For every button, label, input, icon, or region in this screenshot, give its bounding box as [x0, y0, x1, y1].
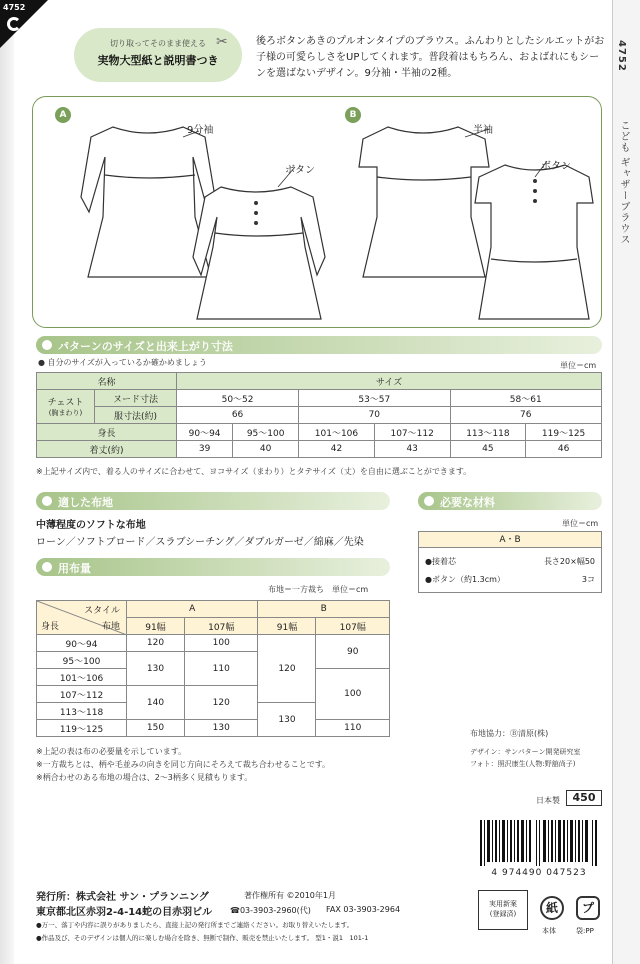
- table-cell: 130: [184, 720, 258, 737]
- publisher-tel: ☎03-3903-2960(代): [230, 906, 311, 915]
- size-name-header: 名称: [37, 373, 177, 390]
- table-cell: 45: [450, 441, 526, 458]
- table-cell: 130: [127, 652, 185, 686]
- table-cell: 90〜94: [37, 635, 127, 652]
- table-cell: 100: [184, 635, 258, 652]
- footer-note-1: ●万一、落丁や内容に誤りがありましたら、直接上記の発行所までご連絡ください。お取り替えいたします。: [36, 921, 354, 929]
- label-b-icon: B: [345, 107, 361, 123]
- blouse-a-back: [193, 187, 325, 319]
- width-header: 107幅: [316, 618, 390, 635]
- height-header: 身長: [37, 424, 177, 441]
- button-mark: [254, 211, 258, 215]
- table-cell: 119〜125: [37, 720, 127, 737]
- table-cell: 107〜112: [37, 686, 127, 703]
- credit-fabric: 布地協力：Ⓑ清原(株): [470, 729, 549, 738]
- fabric-header-text: 適した布地: [58, 496, 113, 509]
- yardage-note-2: ※一方裁ちとは、柄や毛並みの向きを同じ方向にそろえて裁ち合わせることです。: [36, 760, 331, 769]
- table-cell: 53〜57: [299, 390, 450, 407]
- button-mark: [533, 199, 537, 203]
- button-mark: [254, 221, 258, 225]
- table-cell: 70: [299, 407, 450, 424]
- width-header: 91幅: [258, 618, 316, 635]
- materials-section-header: [418, 492, 602, 510]
- fabric-list: ローン／ソフトブロード／スラブシーチング／ダブルガーゼ／綿麻／先染: [36, 537, 364, 548]
- material-value-1: 長さ20×幅50: [543, 557, 595, 566]
- materials-box: [418, 531, 602, 593]
- height-label: 身長: [41, 622, 60, 632]
- button-mark: [533, 179, 537, 183]
- yardage-note-1: ※上記の表は布の必要量を示しています。: [36, 747, 187, 756]
- yardage-note: 布地＝一方裁ち 単位＝cm: [268, 585, 369, 594]
- length-header: 着丈(約): [37, 441, 177, 458]
- table-cell: 120: [258, 635, 316, 703]
- plastic-recycle-label: 袋:PP: [576, 927, 594, 935]
- blouse-b-back: [475, 165, 593, 319]
- table-cell: 119〜125: [526, 424, 602, 441]
- table-cell: 90: [316, 635, 390, 669]
- badge-small-text: 切り取ってそのまま使える: [110, 39, 206, 48]
- materials-unit: 単位＝cm: [562, 519, 599, 528]
- illustration-panel: [32, 96, 602, 328]
- patent-line-1: 実用新案: [489, 900, 517, 908]
- table-cell: 113〜118: [450, 424, 526, 441]
- table-cell: 113〜118: [37, 703, 127, 720]
- patent-line-2: (登録済): [489, 910, 517, 918]
- blouse-b-front: [359, 127, 489, 277]
- barcode-number: 4 974490 047523: [491, 868, 587, 878]
- badge-big-text: 実物大型紙と説明書つき: [97, 54, 219, 67]
- size-header-text: パターンのサイズと出来上がり寸法: [58, 340, 233, 353]
- table-cell: 46: [526, 441, 602, 458]
- table-cell: 107〜112: [374, 424, 450, 441]
- side-title: こども ギャザーブラウス: [618, 120, 629, 246]
- table-cell: 110: [184, 652, 258, 686]
- credit-design: デザイン：サンパターン開発研究室: [470, 748, 581, 756]
- garment-drawings: [33, 97, 603, 329]
- table-cell: 90〜94: [177, 424, 233, 441]
- size-col-header: サイズ: [177, 373, 602, 390]
- yardage-section-header: [36, 558, 390, 576]
- material-item-2: ●ボタン（約1.3cm）: [425, 575, 505, 584]
- table-cell: 101〜106: [37, 669, 127, 686]
- garment-header: 服寸法(約): [95, 407, 177, 424]
- button-mark: [533, 189, 537, 193]
- a-sleeve-label: 9分袖: [187, 125, 214, 136]
- material-value-2: 3コ: [581, 575, 595, 584]
- yardage-note-3: ※柄合わせのある布地の場合は、2〜3柄多く見積もります。: [36, 773, 253, 782]
- size-section-header: [36, 336, 602, 354]
- size-unit: 単位＝cm: [560, 361, 597, 370]
- b-sleeve-label: 半袖: [473, 125, 493, 136]
- style-label: スタイル: [84, 606, 120, 616]
- fabric-title: 中薄程度のソフトな布地: [36, 520, 146, 531]
- materials-col-header: A・B: [419, 532, 601, 548]
- plastic-recycle-icon: プ: [576, 896, 600, 920]
- size-table: [36, 372, 602, 458]
- style-b-header: B: [258, 601, 390, 618]
- table-cell: 140: [127, 686, 185, 720]
- price-box: 450: [566, 790, 602, 806]
- publisher-fax: FAX 03-3903-2964: [326, 905, 401, 914]
- yardage-table: [36, 600, 390, 737]
- table-cell: 43: [374, 441, 450, 458]
- table-cell: 101〜106: [299, 424, 375, 441]
- size-hint-text: 自分のサイズが入っているか確かめましょう: [47, 358, 207, 367]
- button-mark: [254, 201, 258, 205]
- page-edge: [0, 0, 14, 964]
- fabric-section-header: [36, 492, 390, 510]
- table-cell: 95〜100: [37, 652, 127, 669]
- table-cell: 39: [177, 441, 233, 458]
- table-cell: 120: [184, 686, 258, 720]
- scissors-icon: ✂: [216, 34, 228, 50]
- label-a-icon: A: [55, 107, 71, 123]
- credit-photo: フォト：照沢康生(人物:野舘尚子): [470, 760, 576, 768]
- nude-header: ヌード寸法: [95, 390, 177, 407]
- footer-note-2: ●作品及び、そのデザインは個人的に楽しむ場合を除き、無断で制作、販売を禁止いたします。 型1・説1 101-1: [36, 934, 369, 942]
- yardage-corner-header: [37, 601, 127, 635]
- materials-header-text: 必要な材料: [440, 496, 495, 509]
- material-item-1: ●接着芯: [425, 557, 456, 566]
- copyright: 著作権所有 ©2010年1月: [244, 891, 336, 900]
- made-in-label: 日本製: [536, 796, 560, 805]
- width-header: 107幅: [184, 618, 258, 635]
- intro-text: 後ろボタンあきのプルオンタイプのブラウス。ふんわりとしたシルエットがお子様の可愛らしさをUPしてくれます。普段着はもちろん、およばれにもシーンを選ばないデザイン。9分袖・半袖の2種。: [256, 36, 605, 79]
- size-footnote: ※上記サイズ内で、着る人のサイズに合わせて、ヨコサイズ（まわり）とタテサイズ（丈）を自由に選ぶことができます。: [36, 467, 472, 476]
- b-button-label: ボタン: [541, 161, 571, 172]
- publisher-address: 東京都北区赤羽2-4-14蛇の目赤羽ビル: [36, 907, 213, 918]
- table-cell: 76: [450, 407, 601, 424]
- side-number: 4752: [616, 40, 627, 72]
- table-cell: 100: [316, 669, 390, 720]
- style-a-header: A: [127, 601, 258, 618]
- patent-stamp: [478, 890, 528, 930]
- table-cell: 110: [316, 720, 390, 737]
- chest-header: チェスト (胸まわり): [37, 390, 95, 424]
- paper-recycle-label: 本体: [542, 927, 556, 935]
- width-header: 91幅: [127, 618, 185, 635]
- size-hint: ● 自分のサイズが入っているか確かめましょう: [38, 358, 207, 367]
- table-cell: 66: [177, 407, 299, 424]
- table-cell: 58〜61: [450, 390, 601, 407]
- table-cell: 130: [258, 703, 316, 737]
- logo-icon: [7, 17, 21, 31]
- table-cell: 120: [127, 635, 185, 652]
- pattern-number: 4752: [3, 3, 26, 12]
- a-button-label: ボタン: [285, 165, 315, 176]
- fabric-label: 布地: [101, 622, 120, 632]
- yardage-header-text: 用布量: [58, 562, 91, 575]
- table-cell: 150: [127, 720, 185, 737]
- table-cell: 40: [233, 441, 299, 458]
- table-cell: 42: [299, 441, 375, 458]
- paper-recycle-icon: 紙: [540, 896, 564, 920]
- publisher-name: 発行所：株式会社 サン・プランニング: [36, 892, 209, 903]
- table-cell: 50〜52: [177, 390, 299, 407]
- table-cell: 95〜100: [233, 424, 299, 441]
